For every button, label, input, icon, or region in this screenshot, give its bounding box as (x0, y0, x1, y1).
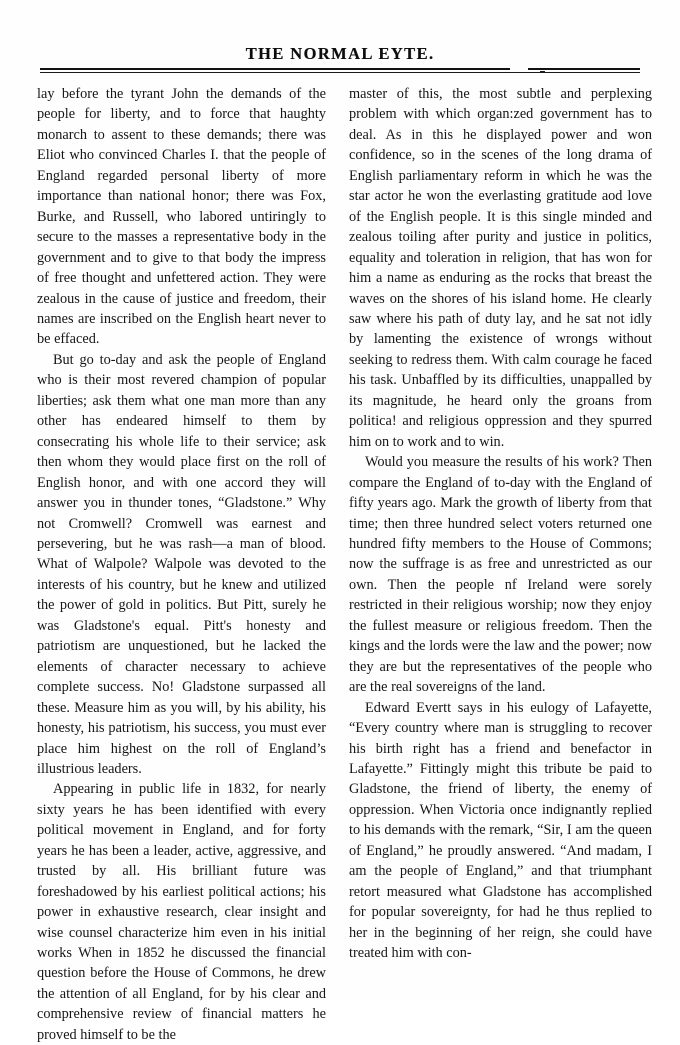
paragraph: lay before the tyrant John the demands of the people for liberty, and to force that haughty monarch to assent to these demands; there was Eliot who convinced Charles I. that the people of England regarded personal liberty of more importance than national honor; there was Fox, Burke, and Russell, who labored untiringly to secure to the masses a representative body in the government and to give to that body the impress of free thought and unfettered action. They were zealous in the cause of justice and freedom, their names are inscribed on the English heart never to be effaced. (37, 86, 326, 348)
divider-rule-thick (40, 68, 640, 70)
paragraph: master of this, the most subtle and perplexing problem with which organ:zed government has to deal. As in this he displayed power and won confidence, so in the scenes of the long drama of English parliamentary reform in which he was the star actor he won the everlasting gratitude aod love of the English people. It is this single minded and zealous toiling after purity and justice in politics, equality and toleration in religion, that has won for him a name as enduring as the rocks that breast the waves on the shores of his island home. He clearly saw where his path of duty lay, and he sat not idly by lamenting the existence of wrongs without seeking to redress them. With calm courage he faced his task. Unbaffled by its difficulties, unappalled by its magnitude, he heard only the groans from politica! and religious oppression and they spurred him on to work and to win. (349, 86, 652, 450)
paragraph: Appearing in public life in 1832, for nearly sixty years he has been identified with every political movement in England, and for forty years he has been a leader, active, aggressive, and trusted by all. His brilliant future was foreshadowed by his earliest political actions; his power in exhaustive research, clear insight and wise counsel characterize him even in his initial works When in 1852 he discussed the financial question before the House of Commons, he drew the attention of all England, for by his clear and comprehensive review of financial matters he proved himself to be the (37, 781, 326, 1043)
paragraph: Edward Evertt says in his eulogy of Lafayette, “Every country where man is struggling to recover his birth right has a friend and benefactor in Lafayette.” Fittingly might this tribute be paid to Gladstone, the friend of liberty, the enemy of oppression. When Victoria once indignantly replied to his demands with the remark, “Sir, I am the queen of England,” he proudly answered. “And madam, I am the people of England,” and that triumphant retort measured what Gladstone has accomplished for popular sovereignty, for had he thus replied to her in the beginning of her reign, she could have treated him with con- (349, 699, 652, 962)
text-column-left (37, 84, 326, 1045)
header-divider-rule (40, 68, 640, 75)
text-column-right (349, 84, 652, 963)
paragraph: Would you measure the results of his work? Then compare the England of to-day with the England of fifty years ago. Mark the growth of liberty from that time; then three hundred select voters returned one hundred fifty members to the House of Commons; now the suffrage is as free and unrestricted as our own. Then the people nf Ireland were sorely restricted in their religious worship; now they enjoy the fullest measure or religious freedom. Then the kings and the lords were the law and the power; now they are but the representatives of the people who are the real sovereigns of the land. (349, 454, 652, 696)
paragraph: But go to-day and ask the people of England who is their most revered champion of popular liberties; ask them what one man more than any other has endeared himself to them by consecrating his whole life to their service; ask then whom they would place first on the roll of English honor, and with one accord they will answer you in thunder tones, “Gladstone.” Why not Cromwell? Cromwell was earnest and persevering, but he was rash—a man of blood. What of Walpole? Walpole was devoted to the interests of his country, but he knew and utilized the power of gold in politics. But Pitt, surely he was Gladstone's equal. Pitt's honesty and patriotism are unquestioned, but he lacked the elements of character necessary to achieve complete success. No! Gladstone surpassed all these. Measure him as you will, by his ability, his honesty, his patriotism, his success, you must ever place him highest on the roll of England’s illustrious leaders. (37, 351, 326, 777)
page-masthead (0, 44, 680, 64)
divider-rule-thin (40, 72, 640, 73)
divider-rule-break (510, 68, 528, 70)
publication-title: THE NORMAL EYTE. (245, 44, 435, 63)
two-column-body (0, 84, 680, 1043)
